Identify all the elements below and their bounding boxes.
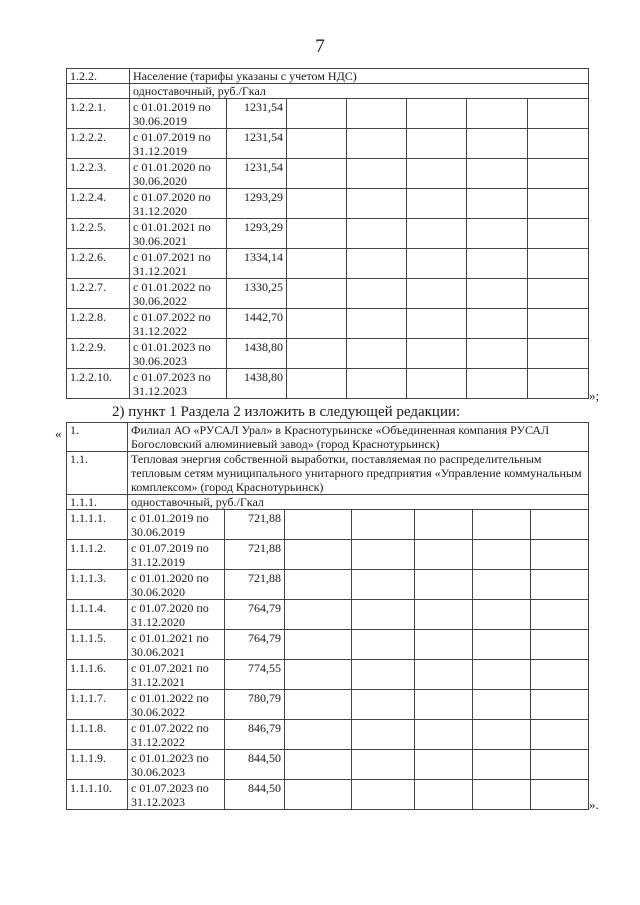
row-code: 1.2.2.8. <box>67 309 130 339</box>
table-row <box>67 660 589 690</box>
rate-type-text: одноставочный, руб./Гкал <box>128 495 589 510</box>
row-code: 1.2.2.7. <box>67 279 130 309</box>
period-cell: с 01.07.2022 по 31.12.2022 <box>128 720 225 750</box>
period-cell: с 01.01.2019 по 30.06.2019 <box>130 99 227 129</box>
empty-cell <box>407 309 467 339</box>
table-row <box>67 510 589 540</box>
empty-cell <box>467 189 528 219</box>
empty-cell <box>467 339 528 369</box>
empty-cell <box>285 660 352 690</box>
period-cell: с 01.01.2021 по 30.06.2021 <box>128 630 225 660</box>
period-cell: с 01.01.2020 по 30.06.2020 <box>130 159 227 189</box>
empty-cell <box>407 339 467 369</box>
empty-cell <box>347 339 407 369</box>
section-header-row <box>67 69 589 84</box>
empty-cell <box>467 249 528 279</box>
period-cell: с 01.01.2023 по 30.06.2023 <box>130 339 227 369</box>
empty-cell <box>407 219 467 249</box>
table-row <box>67 159 589 189</box>
tariff-value: 1231,54 <box>227 159 287 189</box>
empty-cell <box>415 510 473 540</box>
tariff-value: 1231,54 <box>227 99 287 129</box>
empty-cell <box>531 750 589 780</box>
empty-cell <box>473 720 531 750</box>
period-cell: с 01.01.2022 по 30.06.2022 <box>130 279 227 309</box>
table-row <box>67 309 589 339</box>
table-row <box>67 189 589 219</box>
tariff-rows <box>67 99 589 399</box>
empty-cell <box>352 750 415 780</box>
empty-cell <box>352 690 415 720</box>
empty-cell <box>285 630 352 660</box>
tariff-value: 844,50 <box>225 750 285 780</box>
empty-cell <box>528 129 589 159</box>
empty-cell <box>287 219 347 249</box>
empty-cell <box>528 369 589 399</box>
empty-cell <box>531 720 589 750</box>
instruction-text: 2) пункт 1 Раздела 2 изложить в следующей редакции: <box>112 404 461 420</box>
tariff-value: 844,50 <box>225 780 285 810</box>
empty-cell <box>415 780 473 810</box>
table-row <box>67 630 589 660</box>
empty-cell <box>347 159 407 189</box>
row-code: 1.2.2.9. <box>67 339 130 369</box>
empty-cell <box>285 690 352 720</box>
tariff-value: 1442,70 <box>227 309 287 339</box>
empty-cell <box>528 159 589 189</box>
service-text: Тепловая энергия собственной выработки, поставляемая по распределительным тепловым сетям муниципального унитарного предприятия «Управление коммунальным комплексом» (город Краснотурьинск) <box>128 452 589 495</box>
tariff-value: 721,88 <box>225 540 285 570</box>
empty-cell <box>467 99 528 129</box>
row-code: 1.1.1.5. <box>67 630 128 660</box>
empty-cell <box>347 369 407 399</box>
row-code: 1.1.1.4. <box>67 600 128 630</box>
empty-cell <box>407 129 467 159</box>
table-row <box>67 339 589 369</box>
empty-cell <box>473 510 531 540</box>
row-code-empty <box>67 84 130 99</box>
table-row <box>67 249 589 279</box>
empty-cell <box>415 540 473 570</box>
tariff-value: 1334,14 <box>227 249 287 279</box>
empty-cell <box>473 660 531 690</box>
empty-cell <box>285 750 352 780</box>
empty-cell <box>352 510 415 540</box>
empty-cell <box>415 570 473 600</box>
section-header-text: Население (тарифы указаны с учетом НДС) <box>130 69 589 84</box>
empty-cell <box>415 720 473 750</box>
row-code: 1.1.1.7. <box>67 690 128 720</box>
empty-cell <box>285 570 352 600</box>
empty-cell <box>347 279 407 309</box>
period-cell: с 01.07.2019 по 31.12.2019 <box>130 129 227 159</box>
tariff-value: 721,88 <box>225 570 285 600</box>
tariff-value: 1438,80 <box>227 369 287 399</box>
row-code: 1.2.2.5. <box>67 219 130 249</box>
period-cell: с 01.07.2020 по 31.12.2020 <box>130 189 227 219</box>
service-row <box>67 452 589 495</box>
table-row <box>67 780 589 810</box>
empty-cell <box>467 309 528 339</box>
period-cell: с 01.07.2020 по 31.12.2020 <box>128 600 225 630</box>
empty-cell <box>285 720 352 750</box>
empty-cell <box>531 630 589 660</box>
empty-cell <box>531 540 589 570</box>
table-row <box>67 369 589 399</box>
empty-cell <box>407 189 467 219</box>
period-cell: с 01.01.2021 по 30.06.2021 <box>130 219 227 249</box>
row-code: 1.1.1.8. <box>67 720 128 750</box>
empty-cell <box>528 249 589 279</box>
tariff-value: 1231,54 <box>227 129 287 159</box>
tariff-value: 1293,29 <box>227 189 287 219</box>
opening-quote: « <box>55 426 62 441</box>
empty-cell <box>287 129 347 159</box>
empty-cell <box>415 750 473 780</box>
table-row <box>67 129 589 159</box>
empty-cell <box>415 690 473 720</box>
empty-cell <box>473 600 531 630</box>
empty-cell <box>347 99 407 129</box>
period-cell: с 01.01.2022 по 30.06.2022 <box>128 690 225 720</box>
table-row <box>67 279 589 309</box>
period-cell: с 01.07.2021 по 31.12.2021 <box>130 249 227 279</box>
empty-cell <box>528 279 589 309</box>
empty-cell <box>531 510 589 540</box>
closing-mark: ». <box>589 797 599 812</box>
empty-cell <box>415 660 473 690</box>
period-cell: с 01.01.2019 по 30.06.2019 <box>128 510 225 540</box>
empty-cell <box>473 780 531 810</box>
period-cell: с 01.07.2023 по 31.12.2023 <box>128 780 225 810</box>
rusal-tariff-table <box>66 422 589 810</box>
row-code: 1.2.2.6. <box>67 249 130 279</box>
empty-cell <box>285 540 352 570</box>
empty-cell <box>285 780 352 810</box>
empty-cell <box>531 690 589 720</box>
empty-cell <box>287 189 347 219</box>
row-code: 1.2.2. <box>67 69 130 84</box>
row-code: 1.2.2.10. <box>67 369 130 399</box>
empty-cell <box>528 339 589 369</box>
empty-cell <box>352 600 415 630</box>
period-cell: с 01.07.2019 по 31.12.2019 <box>128 540 225 570</box>
row-code: 1.1.1.3. <box>67 570 128 600</box>
empty-cell <box>347 129 407 159</box>
empty-cell <box>407 279 467 309</box>
population-tariff-table <box>66 68 589 399</box>
rate-type-row <box>67 84 589 99</box>
row-code: 1.1.1.10. <box>67 780 128 810</box>
table-row <box>67 690 589 720</box>
empty-cell <box>531 660 589 690</box>
empty-cell <box>287 249 347 279</box>
empty-cell <box>347 219 407 249</box>
row-code: 1.2.2.1. <box>67 99 130 129</box>
rate-type-row <box>67 495 589 510</box>
empty-cell <box>285 510 352 540</box>
table-row <box>67 600 589 630</box>
row-code: 1.2.2.3. <box>67 159 130 189</box>
empty-cell <box>352 540 415 570</box>
empty-cell <box>531 570 589 600</box>
empty-cell <box>531 780 589 810</box>
tariff-value: 1438,80 <box>227 339 287 369</box>
empty-cell <box>287 279 347 309</box>
empty-cell <box>347 309 407 339</box>
empty-cell <box>352 780 415 810</box>
empty-cell <box>415 600 473 630</box>
empty-cell <box>407 159 467 189</box>
tariff-value: 774,55 <box>225 660 285 690</box>
empty-cell <box>407 369 467 399</box>
empty-cell <box>473 690 531 720</box>
empty-cell <box>287 369 347 399</box>
organization-text: Филиал АО «РУСАЛ Урал» в Краснотурьинске «Объединенная компания РУСАЛ Богословский алюминиевый завод» (город Краснотурьинск) <box>128 423 589 452</box>
tariff-rows <box>67 510 589 810</box>
empty-cell <box>473 540 531 570</box>
table-row <box>67 750 589 780</box>
page-number: 7 <box>315 36 325 57</box>
empty-cell <box>528 219 589 249</box>
row-code: 1.2.2.4. <box>67 189 130 219</box>
empty-cell <box>287 339 347 369</box>
period-cell: с 01.01.2020 по 30.06.2020 <box>128 570 225 600</box>
tariff-value: 780,79 <box>225 690 285 720</box>
empty-cell <box>467 279 528 309</box>
empty-cell <box>352 570 415 600</box>
empty-cell <box>352 630 415 660</box>
empty-cell <box>528 309 589 339</box>
table-row <box>67 99 589 129</box>
row-code: 1.1.1.9. <box>67 750 128 780</box>
organization-row <box>67 423 589 452</box>
rate-type-text: одноставочный, руб./Гкал <box>130 84 589 99</box>
table-row <box>67 540 589 570</box>
period-cell: с 01.07.2021 по 31.12.2021 <box>128 660 225 690</box>
row-code: 1.1.1.6. <box>67 660 128 690</box>
empty-cell <box>531 600 589 630</box>
empty-cell <box>473 750 531 780</box>
empty-cell <box>287 159 347 189</box>
empty-cell <box>467 129 528 159</box>
empty-cell <box>415 630 473 660</box>
empty-cell <box>287 99 347 129</box>
empty-cell <box>285 600 352 630</box>
closing-mark: »; <box>589 388 600 403</box>
empty-cell <box>528 189 589 219</box>
tariff-value: 721,88 <box>225 510 285 540</box>
row-code: 1.1. <box>67 452 128 495</box>
row-code: 1.2.2.2. <box>67 129 130 159</box>
empty-cell <box>352 660 415 690</box>
empty-cell <box>352 720 415 750</box>
tariff-value: 1293,29 <box>227 219 287 249</box>
table-row <box>67 570 589 600</box>
row-code: 1.1.1.2. <box>67 540 128 570</box>
empty-cell <box>287 309 347 339</box>
row-code: 1. <box>67 423 128 452</box>
tariff-value: 846,79 <box>225 720 285 750</box>
period-cell: с 01.01.2023 по 30.06.2023 <box>128 750 225 780</box>
table-row <box>67 219 589 249</box>
period-cell: с 01.07.2022 по 31.12.2022 <box>130 309 227 339</box>
row-code: 1.1.1.1. <box>67 510 128 540</box>
tariff-value: 764,79 <box>225 630 285 660</box>
empty-cell <box>347 249 407 279</box>
empty-cell <box>467 369 528 399</box>
empty-cell <box>473 630 531 660</box>
period-cell: с 01.07.2023 по 31.12.2023 <box>130 369 227 399</box>
empty-cell <box>467 159 528 189</box>
tariff-value: 764,79 <box>225 600 285 630</box>
table-row <box>67 720 589 750</box>
empty-cell <box>467 219 528 249</box>
empty-cell <box>407 99 467 129</box>
empty-cell <box>473 570 531 600</box>
empty-cell <box>347 189 407 219</box>
empty-cell <box>528 99 589 129</box>
row-code: 1.1.1. <box>67 495 128 510</box>
tariff-value: 1330,25 <box>227 279 287 309</box>
empty-cell <box>407 249 467 279</box>
